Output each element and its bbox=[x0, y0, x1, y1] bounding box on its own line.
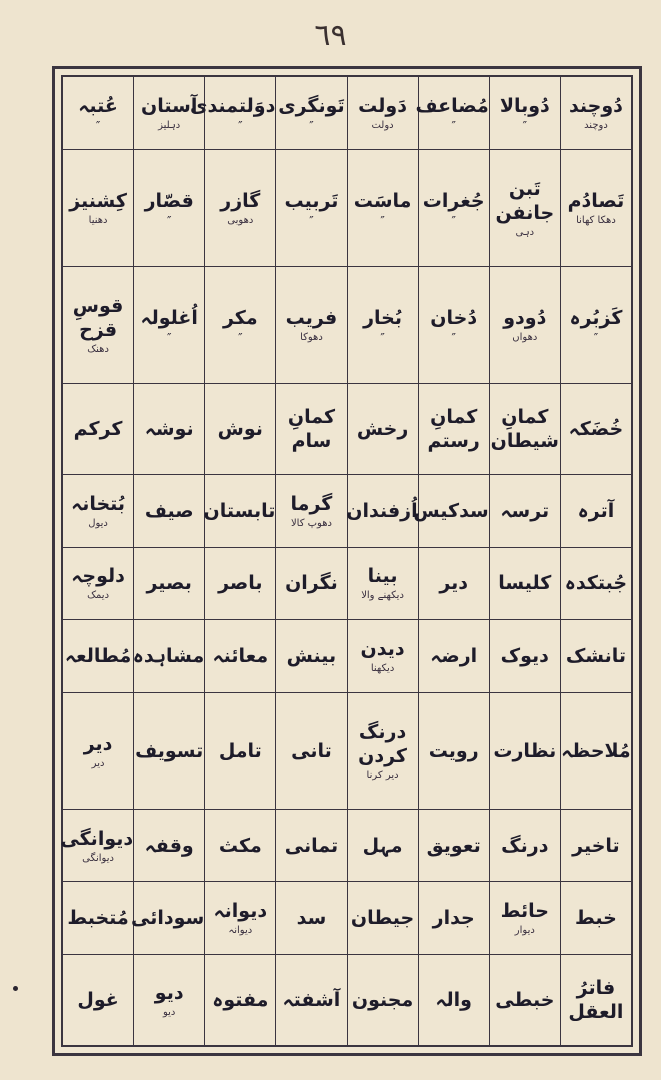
cell-word: کَزبُرہ bbox=[569, 306, 623, 329]
cell-ditto-mark: ″ bbox=[451, 118, 456, 133]
cell-gloss: دیر bbox=[91, 757, 105, 769]
cell-word: اُغلولہ bbox=[140, 306, 198, 329]
table-cell bbox=[134, 809, 205, 882]
cell-word: سد bbox=[296, 907, 327, 930]
cell-word: ترسہ bbox=[500, 499, 550, 522]
cell-ditto-mark: ″ bbox=[309, 118, 314, 133]
cell-word: تعویق bbox=[426, 834, 481, 857]
table-cell bbox=[347, 475, 418, 548]
table-row bbox=[63, 620, 632, 693]
cell-word: نوش bbox=[217, 417, 263, 440]
cell-word: خبطی bbox=[495, 988, 555, 1011]
cell-word: درنگ کردن bbox=[358, 720, 407, 767]
cell-word: مفتوہ bbox=[212, 988, 269, 1011]
cell-gloss: دیوانہ bbox=[228, 925, 253, 937]
cell-word: خبط bbox=[575, 907, 617, 930]
cell-word: بُخار bbox=[363, 306, 403, 329]
table-cell bbox=[63, 266, 134, 383]
cell-word: اُزفندان bbox=[346, 499, 418, 522]
cell-word: مکر bbox=[222, 306, 258, 329]
table-row bbox=[63, 77, 632, 150]
table-cell bbox=[205, 383, 276, 474]
table-cell bbox=[418, 692, 489, 809]
page-number: ٦٩ bbox=[314, 18, 347, 53]
table-cell bbox=[205, 547, 276, 620]
cell-word: بصیر bbox=[146, 572, 192, 595]
table-cell bbox=[131, 882, 205, 955]
cell-ditto-mark: ″ bbox=[380, 213, 385, 228]
cell-word: سودائی bbox=[131, 907, 205, 930]
table-cell bbox=[205, 882, 276, 955]
table-cell bbox=[418, 383, 489, 474]
cell-ditto-mark: ″ bbox=[522, 118, 528, 133]
cell-gloss: دیکھنے والا bbox=[361, 590, 404, 602]
cell-ditto-mark: ″ bbox=[238, 330, 243, 345]
cell-word: تَربیب bbox=[284, 189, 339, 212]
table-cell bbox=[276, 809, 347, 882]
table-cell bbox=[347, 954, 418, 1045]
table-cell bbox=[489, 620, 560, 693]
table-cell bbox=[489, 77, 560, 150]
cell-word: جُغرات bbox=[422, 189, 485, 212]
cell-word: بینا bbox=[367, 565, 398, 588]
table-cell bbox=[60, 809, 134, 882]
cell-ditto-mark: ″ bbox=[309, 213, 314, 228]
table-cell bbox=[418, 620, 489, 693]
table-cell bbox=[418, 954, 489, 1045]
table-cell bbox=[134, 475, 205, 548]
cell-word: تمانی bbox=[284, 834, 339, 857]
cell-word: دُوبالا bbox=[499, 94, 550, 117]
table-cell bbox=[560, 77, 631, 150]
cell-word: دلوچہ bbox=[71, 565, 125, 588]
cell-word: آستان bbox=[141, 94, 198, 117]
table-cell bbox=[134, 620, 205, 693]
cell-word: مکث bbox=[218, 834, 262, 857]
table-cell bbox=[418, 266, 489, 383]
table-cell bbox=[63, 77, 134, 150]
table-cell bbox=[560, 809, 631, 882]
cell-gloss: دیوانگی bbox=[82, 852, 114, 864]
cell-word: آترہ bbox=[577, 499, 615, 522]
table-cell bbox=[205, 266, 276, 383]
table-row bbox=[63, 383, 632, 474]
cell-word: عُتبہ bbox=[78, 94, 118, 117]
cell-word: ماسَت bbox=[353, 189, 412, 212]
table-cell bbox=[276, 77, 347, 150]
cell-word: کمانِ سام bbox=[287, 405, 335, 452]
cell-word: ارضہ bbox=[430, 644, 478, 667]
cell-ditto-mark: ″ bbox=[166, 330, 172, 345]
cell-gloss: دیمک bbox=[87, 590, 110, 602]
cell-word: قوسِ قزح bbox=[72, 294, 124, 341]
table-cell bbox=[190, 77, 276, 150]
table-cell bbox=[205, 620, 276, 693]
table-cell bbox=[418, 882, 489, 955]
cell-word: تابستان bbox=[203, 499, 276, 522]
cell-word: تانی bbox=[291, 739, 332, 762]
cell-gloss: دھوبی bbox=[227, 214, 254, 226]
cell-word: باصر bbox=[218, 572, 263, 595]
cell-word: جُبتکدہ bbox=[564, 572, 628, 595]
table-cell bbox=[560, 383, 631, 474]
table-cell bbox=[418, 547, 489, 620]
cell-word: دیدن bbox=[360, 637, 405, 660]
table-cell bbox=[347, 692, 418, 809]
cell-word: مُطالعہ bbox=[64, 644, 132, 667]
cell-gloss: دیول bbox=[88, 517, 108, 529]
cell-ditto-mark: ″ bbox=[451, 213, 456, 228]
cell-word: کلیسا bbox=[498, 572, 552, 595]
cell-word: رویت bbox=[428, 739, 479, 762]
cell-gloss: دہلیز bbox=[158, 119, 181, 131]
table-cell bbox=[276, 383, 347, 474]
cell-gloss: دھواں bbox=[512, 331, 538, 343]
table-cell bbox=[63, 692, 134, 809]
table-row bbox=[63, 882, 632, 955]
cell-word: فریب bbox=[285, 306, 338, 329]
cell-word: تسویف bbox=[135, 739, 204, 762]
cell-word: والہ bbox=[435, 988, 472, 1011]
cell-word: کمانِ شیطان bbox=[490, 405, 559, 452]
table-cell bbox=[489, 149, 560, 266]
table-cell bbox=[489, 475, 560, 548]
cell-gloss: دیوار bbox=[514, 925, 535, 937]
cell-word: دیر bbox=[83, 732, 113, 755]
table-cell bbox=[347, 149, 418, 266]
cell-word: دیو bbox=[154, 981, 184, 1004]
cell-word: فاترُ العقل bbox=[568, 976, 624, 1023]
cell-word: دیوانگی bbox=[60, 827, 134, 850]
table-cell bbox=[63, 620, 134, 693]
cell-word: تامل bbox=[218, 739, 262, 762]
table-cell bbox=[276, 954, 347, 1045]
table-cell bbox=[489, 692, 560, 809]
table-cell bbox=[347, 547, 418, 620]
table-cell bbox=[134, 954, 205, 1045]
cell-word: معائنہ bbox=[212, 644, 269, 667]
cell-word: کرکم bbox=[73, 417, 123, 440]
table-cell bbox=[134, 266, 205, 383]
cell-word: مُتخبط bbox=[67, 907, 129, 930]
table-inner-border bbox=[61, 75, 633, 1047]
table-row bbox=[63, 149, 632, 266]
table-cell bbox=[63, 149, 134, 266]
cell-gloss: دیکھنا bbox=[370, 662, 395, 674]
table-cell bbox=[347, 383, 418, 474]
table-cell bbox=[276, 149, 347, 266]
cell-word: مہل bbox=[362, 834, 403, 857]
table-cell bbox=[489, 383, 560, 474]
cell-word: کمانِ رستم bbox=[427, 405, 480, 452]
cell-gloss: دھکا کھانا bbox=[576, 214, 616, 226]
cell-word: غول bbox=[77, 988, 119, 1011]
table-row bbox=[63, 547, 632, 620]
table-cell bbox=[489, 809, 560, 882]
cell-word: نظارت bbox=[493, 739, 557, 762]
cell-word: مجنون bbox=[351, 988, 414, 1011]
table-cell bbox=[63, 954, 134, 1045]
cell-word: دَولت bbox=[358, 94, 407, 117]
table-cell bbox=[205, 692, 276, 809]
table-cell bbox=[489, 954, 560, 1045]
table-row bbox=[63, 475, 632, 548]
cell-word: تَونگری bbox=[278, 94, 345, 117]
cell-word: بُتخانہ bbox=[71, 492, 126, 515]
table-cell bbox=[560, 149, 631, 266]
table-cell bbox=[418, 149, 489, 266]
cell-word: دیوک bbox=[500, 644, 549, 667]
cell-word: آشفتہ bbox=[282, 988, 341, 1011]
cell-word: جدار bbox=[432, 907, 475, 930]
table-cell bbox=[560, 882, 631, 955]
table-cell bbox=[63, 383, 134, 474]
table-cell bbox=[63, 475, 134, 548]
cell-word: دُودو bbox=[503, 306, 547, 329]
table-cell bbox=[134, 547, 205, 620]
table-cell bbox=[560, 692, 631, 809]
cell-word: وقفہ bbox=[144, 834, 194, 857]
cell-ditto-mark: ″ bbox=[166, 213, 172, 228]
cell-word: خُضَکہ bbox=[568, 417, 624, 440]
cell-word: تانشک bbox=[565, 644, 627, 667]
cell-word: مشاہدہ bbox=[132, 644, 205, 667]
table-cell bbox=[560, 547, 631, 620]
cell-word: قصّار bbox=[144, 189, 194, 212]
table-cell bbox=[347, 620, 418, 693]
cell-word: نوشہ bbox=[144, 417, 194, 440]
cell-gloss: دھنک bbox=[87, 343, 109, 355]
table-cell bbox=[560, 475, 631, 548]
cell-word: نگران bbox=[285, 572, 338, 595]
cell-word: تَصادُم bbox=[567, 189, 625, 212]
table-cell bbox=[276, 547, 347, 620]
table-cell bbox=[489, 266, 560, 383]
table-cell bbox=[489, 882, 560, 955]
margin-dot bbox=[13, 986, 18, 991]
cell-ditto-mark: ″ bbox=[238, 118, 243, 133]
table-cell bbox=[347, 809, 418, 882]
table-frame bbox=[52, 66, 642, 1056]
table-cell bbox=[560, 266, 631, 383]
cell-word: درنگ bbox=[501, 834, 549, 857]
table-row bbox=[63, 692, 632, 809]
table-cell bbox=[134, 149, 205, 266]
table-row bbox=[63, 266, 632, 383]
cell-word: صیف bbox=[144, 499, 194, 522]
cell-word: جیطان bbox=[350, 907, 415, 930]
cell-word: سدکیس bbox=[413, 499, 489, 522]
table-cell bbox=[205, 809, 276, 882]
table-cell bbox=[413, 475, 489, 548]
table-cell bbox=[276, 475, 347, 548]
cell-gloss: دوچند bbox=[584, 119, 608, 131]
table-cell bbox=[418, 809, 489, 882]
cell-ditto-mark: ″ bbox=[380, 330, 385, 345]
table-cell bbox=[205, 475, 276, 548]
cell-word: بینش bbox=[286, 644, 337, 667]
cell-word: گازر bbox=[220, 189, 261, 212]
table-cell bbox=[276, 266, 347, 383]
cell-word: تاخیر bbox=[572, 834, 620, 857]
cell-gloss: دھوکا bbox=[300, 331, 323, 343]
table-cell bbox=[134, 692, 205, 809]
vocabulary-table bbox=[62, 76, 632, 1046]
table-row bbox=[63, 809, 632, 882]
table-cell bbox=[63, 547, 134, 620]
cell-ditto-mark: ″ bbox=[451, 330, 456, 345]
cell-gloss: دولت bbox=[371, 119, 394, 131]
table-cell bbox=[415, 77, 489, 150]
cell-gloss: دھنیا bbox=[88, 214, 108, 226]
table-cell bbox=[134, 383, 205, 474]
cell-word: دُخان bbox=[430, 306, 478, 329]
cell-word: تَبن جانفن bbox=[495, 177, 555, 224]
cell-gloss: دھوپ کالا bbox=[290, 517, 332, 529]
table-row bbox=[63, 954, 632, 1045]
cell-word: مُلاحظہ bbox=[561, 739, 631, 762]
cell-gloss: دیو bbox=[162, 1006, 176, 1018]
table-cell bbox=[560, 620, 631, 693]
cell-word: دیوانہ bbox=[213, 900, 268, 923]
cell-gloss: دہی bbox=[515, 226, 535, 238]
table-cell bbox=[276, 620, 347, 693]
table-cell bbox=[347, 77, 418, 150]
table-cell bbox=[560, 954, 631, 1045]
table-cell bbox=[205, 954, 276, 1045]
table-cell bbox=[347, 266, 418, 383]
cell-word: حائط bbox=[500, 900, 549, 923]
cell-word: دُوچند bbox=[568, 94, 623, 117]
table-cell bbox=[347, 882, 418, 955]
cell-word: دوَلتمندی bbox=[190, 94, 276, 117]
table-cell bbox=[276, 692, 347, 809]
cell-word: مُضاعف bbox=[415, 94, 489, 117]
table-cell bbox=[276, 882, 347, 955]
table-cell bbox=[63, 882, 134, 955]
table-cell bbox=[205, 149, 276, 266]
table-cell bbox=[489, 547, 560, 620]
cell-ditto-mark: ″ bbox=[95, 118, 101, 133]
cell-word: گرما bbox=[290, 492, 333, 515]
cell-ditto-mark: ″ bbox=[593, 330, 599, 345]
cell-word: کِشنیز bbox=[69, 189, 127, 212]
cell-gloss: دیر کرنا bbox=[366, 769, 399, 781]
cell-word: رخش bbox=[356, 417, 409, 440]
cell-word: دیر bbox=[439, 572, 469, 595]
